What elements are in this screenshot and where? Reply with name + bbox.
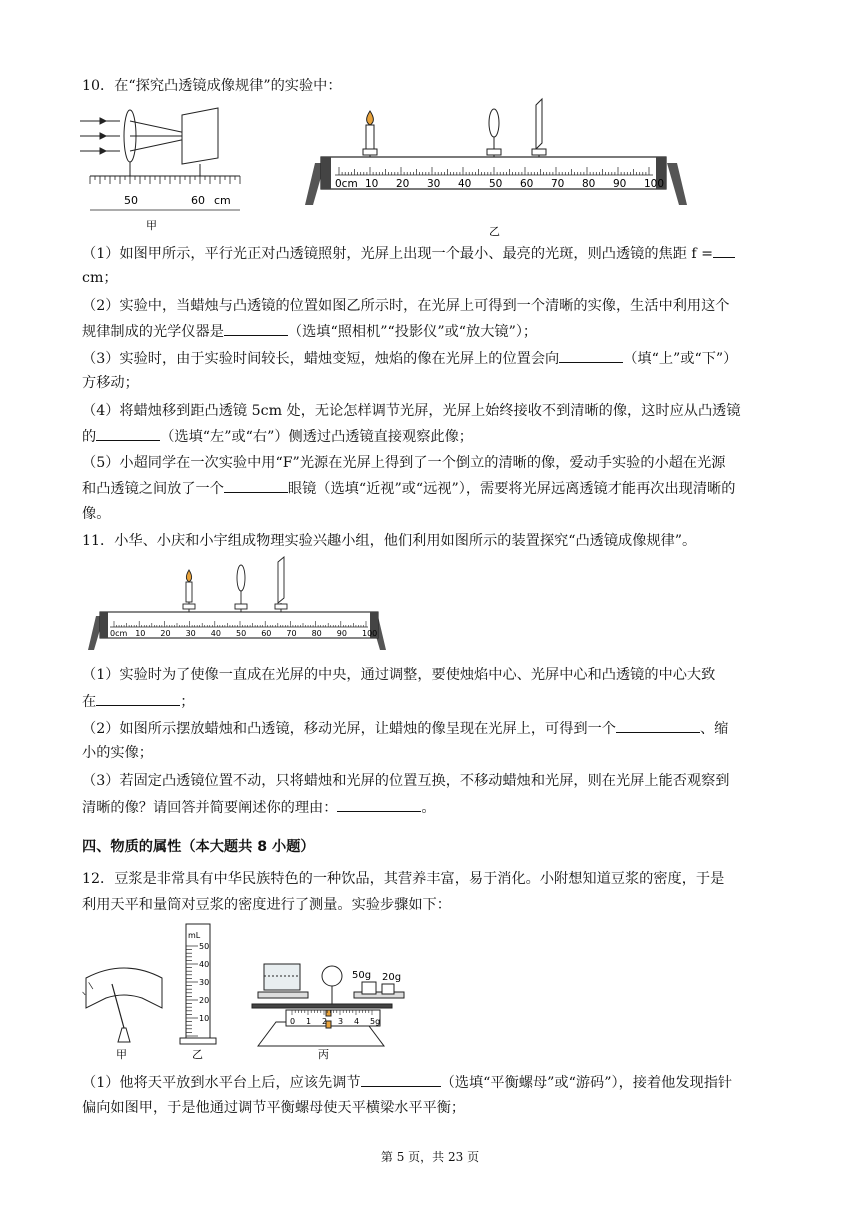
cylinder-unit: mL [188,931,201,940]
q10-part4-line1: （4）将蜡烛移到距凸透镜 5cm 处，无论怎样调节光屏，光屏上始终接收不到清晰的像，这时应从凸透镜 [82,403,741,419]
answer-blank[interactable] [96,690,180,706]
tick-label: 100 [644,178,665,190]
weight-50g [362,982,376,994]
answer-blank[interactable] [559,347,623,363]
answer-blank[interactable] [96,425,160,441]
cylinder-label: 30 [199,978,210,987]
beam-label: 3 [338,1017,344,1026]
q11-part3-line1: （3）若固定凸透镜位置不动，只将蜡烛和光屏的位置互换，不移动蜡烛和光屏，则在光屏上能否观察到 [82,773,730,789]
q12-part1-line2: 偏向如图甲，于是他通过调节平衡螺母使天平横梁水平平衡； [82,1100,466,1116]
tick-label: 0cm [110,629,128,638]
convex-lens [487,109,501,157]
tick-label: 60 [261,629,272,638]
q10-part3-line2: 方移动； [82,375,139,391]
light-screen [275,557,287,612]
tick-label: cm [214,194,231,207]
figure-caption: 乙 [489,225,500,238]
graduated-cylinder [180,924,216,1044]
tick-label: 50 [489,178,503,190]
light-screen [532,99,546,157]
q10-part1-line1: （1）如图甲所示，平行光正对凸透镜照射，光屏上出现一个最小、最亮的光斑，则凸透镜的焦距 f = [82,242,782,265]
figure-caption: 丙 [318,1048,329,1061]
answer-blank[interactable] [361,1071,441,1087]
figure-caption: 甲 [116,1048,127,1061]
weight-label-20g: 20g [382,972,402,983]
tick-label: 100 [362,629,378,638]
tick-label: 10 [135,629,146,638]
q10-part2-line2: 规律制成的光学仪器是 （选填“照相机”“投影仪”或“放大镜”）； [82,320,782,343]
q11-part1-line1: （1）实验时为了使像一直成在光屏的中央，通过调整，要使烛焰中心、光屏中心和凸透镜的中心大致 [82,667,716,683]
section-heading: 四、物质的属性（本大题共 8 小题） [82,839,315,855]
tick-label: 80 [582,178,596,190]
q12-figure [82,918,412,1068]
beam-label: 0 [290,1017,296,1026]
beam-label: 5g [370,1017,381,1026]
tick-label: 50 [236,629,247,638]
weight-label-50g: 50g [352,970,372,981]
beam-label: 2 [322,1017,328,1026]
tick-label: 20 [160,629,171,638]
answer-blank[interactable] [224,320,288,336]
q12-intro-line1: 12．豆浆是非常具有中华民族特色的一种饮品，其营养丰富，易于消化。小附想知道豆浆的密度，于是 [82,871,725,887]
figure-caption: 乙 [192,1048,203,1061]
beam-label: 1 [306,1017,312,1026]
q10-part3-line1: （3）实验时，由于实验时间较长，蜡烛变短，烛焰的像在光屏上的位置会向 （填“上”或“下”） [82,347,782,370]
q11-part2-line1: （2）如图所示摆放蜡烛和凸透镜，移动光屏，让蜡烛的像呈现在光屏上，可得到一个 、缩 [82,717,782,740]
q10-part4-line2: 的 （选填“左”或“右”）侧透过凸透镜直接观察此像； [82,425,782,448]
tick-label: 10 [365,178,379,190]
tick-label: 20 [396,178,410,190]
q10-title: 10．在“探究凸透镜成像规律”的实验中： [82,78,342,94]
answer-blank[interactable] [713,242,735,258]
candle [183,570,195,612]
cylinder-label: 10 [199,1014,210,1023]
convex-lens [235,565,247,612]
q10-part1-line2: cm； [82,270,118,286]
tick-label: 90 [336,629,347,638]
q10-part5-line3: 像。 [82,506,111,522]
weight-20g [382,984,394,994]
pointer-dial [86,968,162,1042]
q10-figure-b [305,95,690,240]
beam-label: 4 [354,1017,360,1026]
tick-label: 50 [124,194,138,207]
dial-tick [83,992,86,995]
q11-part1-line2: 在 ； [82,690,782,713]
q10-figure-a [80,106,245,231]
cylinder-label: 50 [199,942,210,951]
tick-label: 40 [458,178,472,190]
light-screen [182,108,218,164]
q11-part2-line2: 小的实像； [82,745,153,761]
q10-part5-line2: 和凸透镜之间放了一个 眼镜（选填“近视”或“远视”），需要将光屏远离透镜才能再次出现清晰的 [82,477,782,500]
answer-blank[interactable] [337,796,421,812]
tick-label: 80 [311,629,322,638]
tick-label: 70 [551,178,565,190]
cylinder-label: 40 [199,960,210,969]
page-footer: 第 5 页，共 23 页 [380,1150,480,1164]
q10-figure-a-labels [124,194,231,207]
tick-label: 90 [613,178,627,190]
figure-caption: 甲 [146,219,157,231]
tick-label: 60 [191,194,205,207]
tick-label: 30 [185,629,196,638]
q11-title: 11．小华、小庆和小宇组成物理实验兴趣小组，他们利用如图所示的装置探究“凸透镜成像规律”。 [82,533,697,549]
candle [363,111,377,157]
q10-part2-line1: （2）实验中，当蜡烛与凸透镜的位置如图乙所示时，在光屏上可得到一个清晰的实像，生活中利用这个 [82,298,730,314]
answer-blank[interactable] [616,717,700,733]
tick-label: 40 [210,629,221,638]
q11-part3-line2: 清晰的像？请回答并简要阐述你的理由： 。 [82,796,782,819]
cylinder-label: 20 [199,996,210,1005]
q11-figure [88,554,388,659]
q10-part5-line1: （5）小超同学在一次实验中用“F”光源在光屏上得到了一个倒立的清晰的像，爱动手实验的小超在光源 [82,455,726,471]
q12-part1-line1: （1）他将天平放到水平台上后，应该先调节 （选填“平衡螺母”或“游码”），接着他发现指针 [82,1071,782,1094]
tick-label: 30 [427,178,441,190]
q12-intro-line2: 利用天平和量筒对豆浆的密度进行了测量。实验步骤如下： [82,897,451,913]
tick-label: 60 [520,178,534,190]
answer-blank[interactable] [224,477,288,493]
tick-label: 0cm [335,178,358,190]
tick-label: 70 [286,629,297,638]
